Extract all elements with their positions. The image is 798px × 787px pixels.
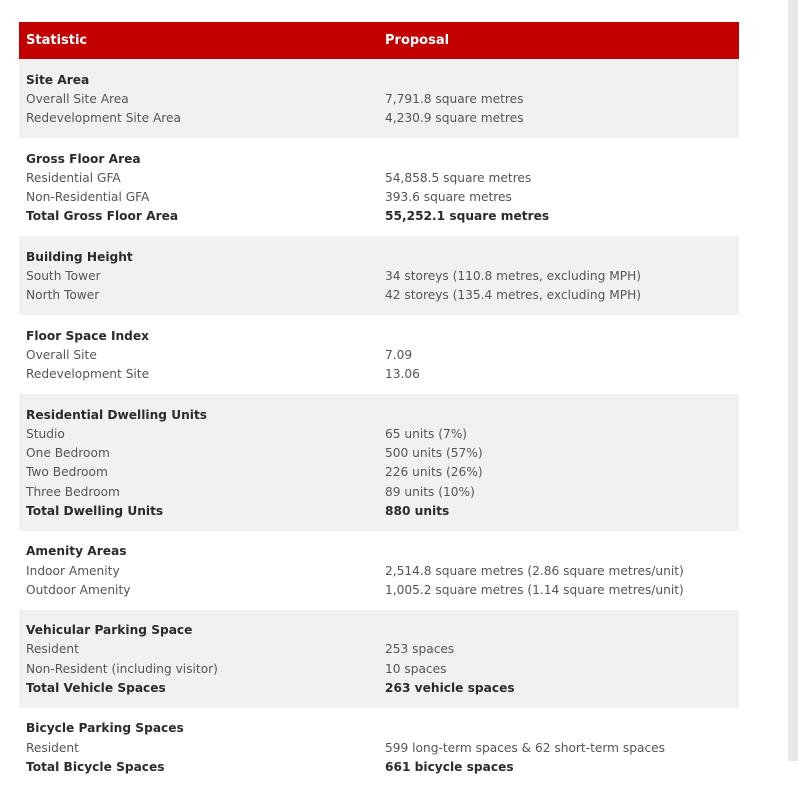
stat-row [26, 345, 739, 364]
section-title-line [26, 405, 739, 424]
section-cell [19, 610, 739, 708]
stat-label: Non-Resident (including visitor) [26, 661, 218, 676]
stat-value: 226 units (26%) [385, 465, 483, 480]
table-body [19, 59, 739, 787]
scrollbar[interactable] [788, 0, 798, 761]
header-statistic: Statistic [26, 33, 88, 48]
stat-label: Redevelopment Site Area [26, 111, 182, 126]
total-value: 55,252.1 square metres [385, 209, 550, 224]
section-row [19, 708, 739, 787]
section-cell [19, 708, 739, 787]
section-content [19, 531, 739, 610]
section-title: Gross Floor Area [26, 151, 141, 166]
stat-row [26, 738, 739, 757]
stat-row [26, 266, 739, 285]
stat-label: North Tower [26, 288, 100, 303]
stat-row [26, 443, 739, 462]
stat-row [26, 424, 739, 443]
stat-value: 42 storeys (135.4 metres, excluding MPH) [385, 288, 641, 303]
section-row [19, 531, 739, 610]
stat-row [26, 640, 739, 659]
section-row [19, 610, 739, 708]
stat-row [26, 561, 739, 580]
section-row [19, 394, 739, 531]
section-cell [19, 531, 739, 610]
stat-value: 599 long-term spaces & 62 short-term spaces [385, 740, 666, 755]
total-label: Total Dwelling Units [26, 503, 164, 518]
stat-row [26, 580, 739, 599]
total-value: 661 bicycle spaces [385, 759, 514, 774]
stat-row [26, 89, 739, 108]
section-title: Residential Dwelling Units [26, 407, 208, 422]
section-cell [19, 59, 739, 138]
stat-row [26, 168, 739, 187]
section-title-line [26, 542, 739, 561]
stat-label: Redevelopment Site [26, 367, 150, 382]
stat-label: Studio [26, 426, 65, 441]
stat-label: Overall Site Area [26, 91, 129, 106]
section-content [19, 59, 739, 138]
section-title: Building Height [26, 249, 133, 264]
table-header-row [19, 22, 739, 59]
stat-label: Three Bedroom [26, 484, 120, 499]
stat-label: One Bedroom [26, 446, 110, 461]
stat-label: Outdoor Amenity [26, 582, 131, 597]
section-content [19, 610, 739, 708]
total-label: Total Vehicle Spaces [26, 681, 166, 696]
total-label: Total Gross Floor Area [26, 209, 179, 224]
section-cell [19, 315, 739, 394]
stat-label: Overall Site [26, 347, 97, 362]
total-value: 263 vehicle spaces [385, 681, 515, 696]
stat-value: 393.6 square metres [385, 190, 512, 205]
stat-value: 4,230.9 square metres [385, 111, 524, 126]
stat-value: 65 units (7%) [385, 426, 468, 441]
stat-row [26, 365, 739, 384]
stat-value: 253 spaces [385, 642, 455, 657]
section-cell [19, 236, 739, 315]
section-content [19, 236, 739, 315]
stat-label: Two Bedroom [26, 465, 108, 480]
section-content [19, 138, 739, 236]
stat-value: 2,514.8 square metres (2.86 square metres/unit) [385, 563, 684, 578]
stat-value: 1,005.2 square metres (1.14 square metres/unit) [385, 582, 684, 597]
section-title: Vehicular Parking Space [26, 623, 193, 638]
stat-row [26, 109, 739, 128]
stat-label: Non-Residential GFA [26, 190, 150, 205]
stat-row [26, 286, 739, 305]
section-content [19, 394, 739, 531]
section-cell [19, 394, 739, 531]
stat-value: 13.06 [385, 367, 420, 382]
statistics-table [19, 22, 739, 787]
stat-label: Residential GFA [26, 170, 121, 185]
total-row [26, 207, 739, 226]
stat-row [26, 463, 739, 482]
total-label: Total Bicycle Spaces [26, 759, 165, 774]
stat-label: Indoor Amenity [26, 563, 120, 578]
section-content [19, 708, 739, 787]
section-title: Amenity Areas [26, 544, 127, 559]
section-title-line [26, 247, 739, 266]
stat-value: 7,791.8 square metres [385, 91, 524, 106]
stat-label: Resident [26, 740, 79, 755]
stat-value: 500 units (57%) [385, 446, 483, 461]
section-cell [19, 138, 739, 236]
section-title: Site Area [26, 72, 90, 87]
section-title-line [26, 70, 739, 89]
header-proposal: Proposal [385, 33, 450, 48]
stat-value: 10 spaces [385, 661, 447, 676]
section-row [19, 59, 739, 138]
section-title-line [26, 149, 739, 168]
stat-row [26, 659, 739, 678]
total-row [26, 678, 739, 697]
stat-label: South Tower [26, 269, 101, 284]
total-row [26, 757, 739, 776]
section-title-line [26, 719, 739, 738]
section-row [19, 236, 739, 315]
stat-label: Resident [26, 642, 79, 657]
section-row [19, 138, 739, 236]
stat-row [26, 187, 739, 206]
stat-value: 54,858.5 square metres [385, 170, 532, 185]
stat-row [26, 482, 739, 501]
stat-value: 7.09 [385, 347, 413, 362]
section-content [19, 315, 739, 394]
total-row [26, 501, 739, 520]
section-row [19, 315, 739, 394]
section-title-line [26, 326, 739, 345]
stat-value: 89 units (10%) [385, 484, 475, 499]
section-title-line [26, 621, 739, 640]
stat-value: 34 storeys (110.8 metres, excluding MPH) [385, 269, 641, 284]
section-title: Bicycle Parking Spaces [26, 721, 184, 736]
section-title: Floor Space Index [26, 328, 150, 343]
total-value: 880 units [385, 503, 450, 518]
